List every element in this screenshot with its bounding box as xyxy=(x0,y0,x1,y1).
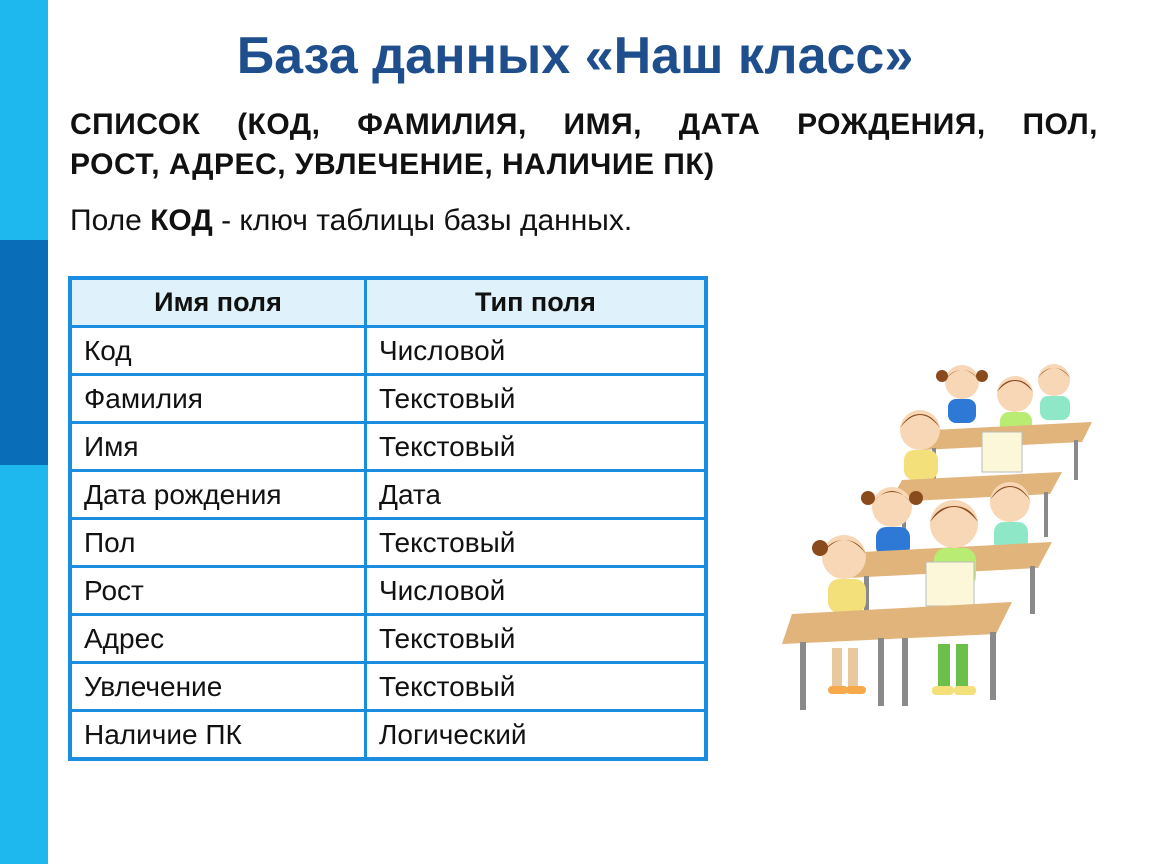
table-row xyxy=(70,663,706,711)
field-name-cell: Увлечение xyxy=(70,663,366,711)
list-structure-line-1: СПИСОК (КОД, ФАМИЛИЯ, ИМЯ, ДАТА РОЖДЕНИЯ, ПОЛ, xyxy=(70,108,1098,141)
note-prefix: Поле xyxy=(70,204,142,237)
header-field-type: Тип поля xyxy=(366,278,707,327)
field-type-cell: Числовой xyxy=(366,327,707,375)
field-type-cell: Логический xyxy=(366,711,707,760)
table-row xyxy=(70,615,706,663)
table-row xyxy=(70,711,706,760)
side-accent-bar-dark xyxy=(0,240,48,465)
header-field-name: Имя поля xyxy=(70,278,366,327)
note-key: КОД xyxy=(150,204,213,237)
classroom-illustration-icon xyxy=(782,352,1102,722)
field-name-cell: Пол xyxy=(70,519,366,567)
field-type-cell: Текстовый xyxy=(366,615,707,663)
table-row xyxy=(70,375,706,423)
field-name-cell: Фамилия xyxy=(70,375,366,423)
field-type-cell: Текстовый xyxy=(366,519,707,567)
field-name-cell: Дата рождения xyxy=(70,471,366,519)
field-name-cell: Имя xyxy=(70,423,366,471)
note-suffix: - ключ таблицы базы данных. xyxy=(221,204,633,237)
slide-title: База данных «Наш класс» xyxy=(236,27,914,85)
fields-table xyxy=(68,276,708,761)
field-type-cell: Текстовый xyxy=(366,663,707,711)
field-type-cell: Текстовый xyxy=(366,423,707,471)
table-row xyxy=(70,471,706,519)
table-row xyxy=(70,327,706,375)
field-type-cell: Дата xyxy=(366,471,707,519)
field-name-cell: Код xyxy=(70,327,366,375)
table-row xyxy=(70,423,706,471)
table-header-row xyxy=(70,278,706,327)
field-type-cell: Текстовый xyxy=(366,375,707,423)
table-row xyxy=(70,519,706,567)
field-name-cell: Адрес xyxy=(70,615,366,663)
list-structure-line-2: РОСТ, АДРЕС, УВЛЕЧЕНИЕ, НАЛИЧИЕ ПК) xyxy=(70,148,715,181)
field-type-cell: Числовой xyxy=(366,567,707,615)
table-row xyxy=(70,567,706,615)
field-name-cell: Рост xyxy=(70,567,366,615)
field-name-cell: Наличие ПК xyxy=(70,711,366,760)
key-field-note xyxy=(70,204,632,238)
